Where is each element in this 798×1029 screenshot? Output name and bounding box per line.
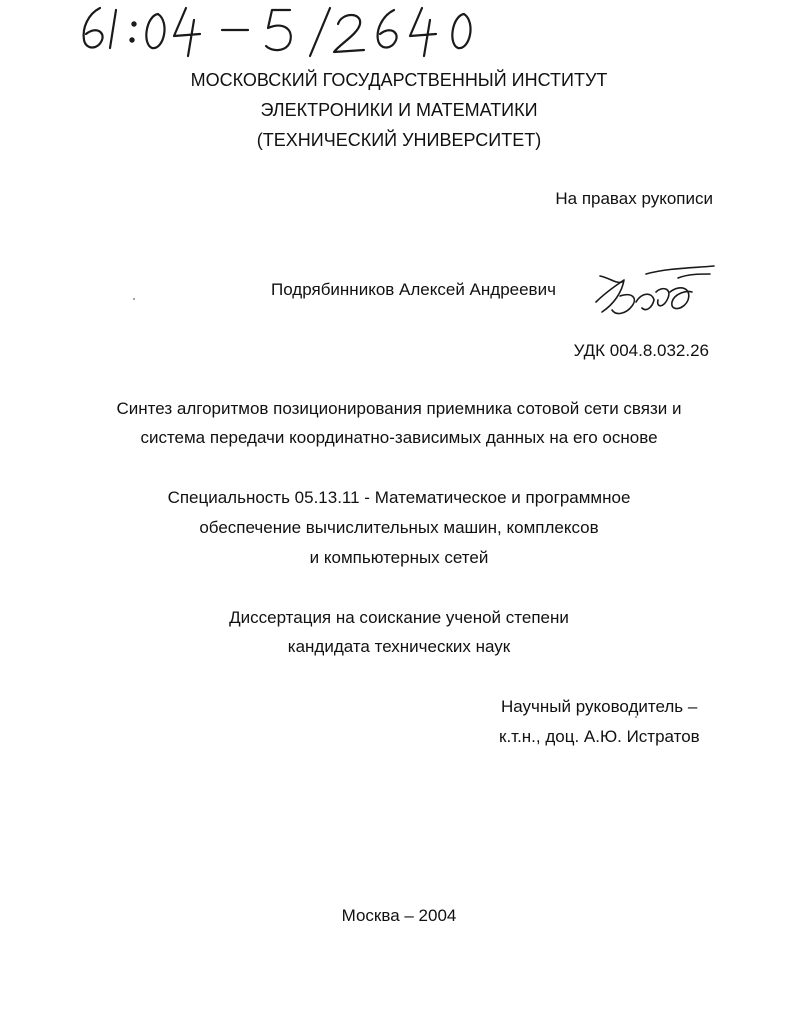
degree-line-1: Диссертация на соискание ученой степени xyxy=(229,608,569,627)
institute-name-line-2: ЭЛЕКТРОНИКИ И МАТЕМАТИКИ xyxy=(260,100,538,120)
scan-speck xyxy=(133,298,135,300)
dissertation-title-line-2: система передачи координатно-зависимых данных на его основе xyxy=(140,428,658,447)
specialty-line-3: и компьютерных сетей xyxy=(309,548,489,567)
scan-speck xyxy=(635,716,637,718)
supervisor-line-2: к.т.н., доц. А.Ю. Истратов xyxy=(499,727,700,746)
author-name: Подрябинников Алексей Андреевич xyxy=(271,280,556,299)
manuscript-note: На правах рукописи xyxy=(555,189,713,208)
institute-name-line-3: (ТЕХНИЧЕСКИЙ УНИВЕРСИТЕТ) xyxy=(256,130,542,150)
handwritten-registration-code xyxy=(72,0,482,60)
degree-line-2: кандидата технических наук xyxy=(287,637,511,656)
specialty-line-2: обеспечение вычислительных машин, комплексов xyxy=(199,518,599,537)
author-signature xyxy=(592,262,720,328)
specialty-line-1: Специальность 05.13.11 - Математическое и программное xyxy=(167,488,631,507)
city-year: Москва – 2004 xyxy=(341,906,457,925)
udk-code: УДК 004.8.032.26 xyxy=(573,341,709,360)
dissertation-title-line-1: Синтез алгоритмов позиционирования приемника сотовой сети связи и xyxy=(116,399,682,418)
institute-name-line-1: МОСКОВСКИЙ ГОСУДАРСТВЕННЫЙ ИНСТИТУТ xyxy=(190,70,608,90)
supervisor-line-1: Научный руководитель – xyxy=(501,697,698,716)
